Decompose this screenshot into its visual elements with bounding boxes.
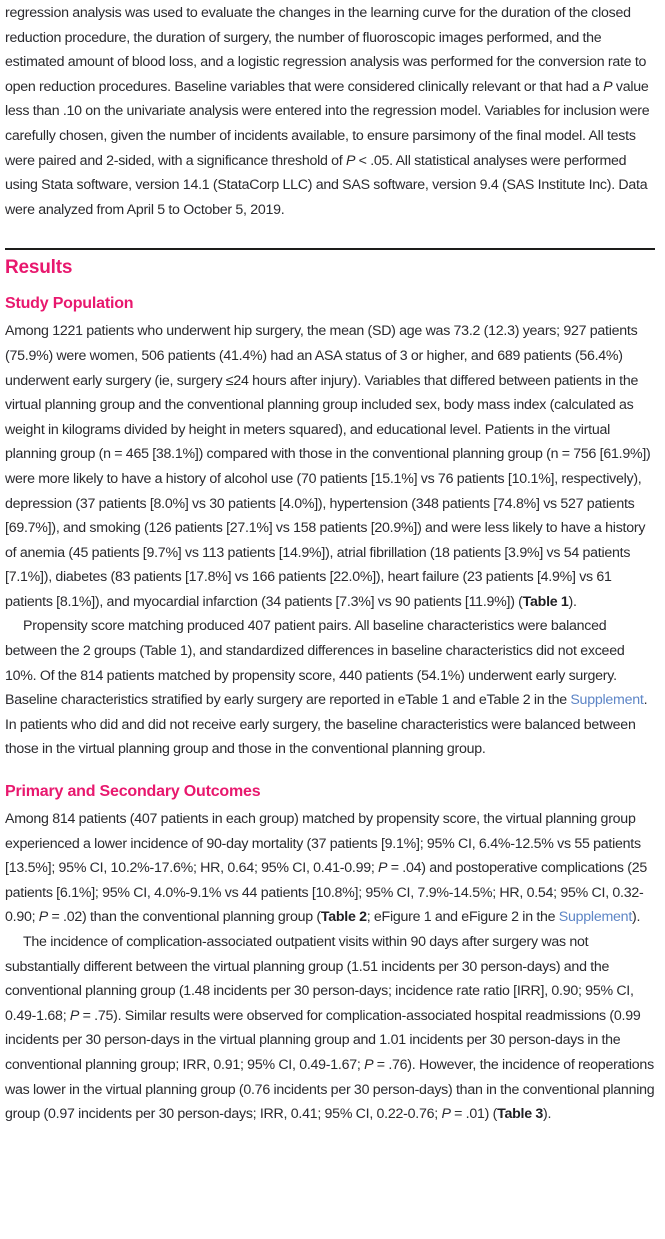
- text-run: = .02) than the conventional planning group (: [48, 909, 321, 926]
- supplement-link[interactable]: Supplement: [570, 692, 644, 709]
- study-population-heading: Study Population: [5, 295, 134, 313]
- text-run: Among 1221 patients who underwent hip surgery, the mean (SD) age was 73.2 (12.3) years; 927 patients (75.9%) were women, 506 patients (41.4%) had an ASA status of 3 or higher, and 689 patients (56.4%) underwent early surgery (ie, surgery ≤24 hours after injury). Variables that differed between patients in the virtual planning group and the conventional planning group included sex, body mass index (calculated as weight in kilograms divided by height in meters squared), and educational level. Patients in the virtual planning group (n = 465 [38.1%]) compared with those in the conventional planning group (n = 756 [61.9%]) were more likely to have a history of alcohol use (70 patients [15.1%] vs 76 patients [10.1%], respectively), depression (37 patients [8.0%] vs 30 patients [4.0%]), hypertension (348 patients [74.8%] vs 527 patients [69.7%]), and smoking (126 patients [27.1%] vs 158 patients [20.9%]) and were less likely to have a history of anemia (45 patients [9.7%] vs 113 patients [14.9%]), atrial fibrillation (18 patients [3.9%] vs 54 patients [7.1%]), diabetes (83 patients [17.8%] vs 166 patients [22.0%]), heart failure (23 patients [4.9%] vs 61 patients [8.1%]), and myocardial infarction (34 patients [7.3%] vs 90 patients [11.9%]) (: [5, 323, 651, 610]
- bold-text-run: Table 3: [497, 1106, 543, 1123]
- italic-text-run: P: [603, 78, 613, 95]
- text-run: regression analysis was used to evaluate the changes in the learning curve for the duration of the closed reduction procedure, the duration of surgery, the number of fluoroscopic images performed, and the estimated amount of blood loss, and a logistic regression analysis was performed for the conversion rate to open reduction procedures. Baseline variables that were considered clinically relevant or that had a: [5, 5, 647, 95]
- primary-outcomes-paragraph: [5, 807, 659, 930]
- text-run: . In patients who did and did not receive early surgery, the baseline characteristics were balanced between those in the virtual planning group and those in the conventional planning group.: [5, 692, 648, 758]
- text-run: Propensity score matching produced 407 patient pairs. All baseline characteristics were balanced between the 2 groups (Table 1), and standardized differences in baseline characteristics did not exceed 10%. Of the 814 patients matched by propensity score, 440 patients (54.1%) underwent early surgery. Baseline characteristics stratified by early surgery are reported in eTable 1 and eTable 2 in the: [5, 618, 625, 709]
- italic-text-run: P: [364, 1056, 374, 1073]
- incidence-outcomes-paragraph: [5, 930, 659, 1127]
- text-run: = .75). Similar results were observed for complication-associated hospital readmissions (0.99 incidents per 30 person-days in the virtual planning group and 1.01 incidents per 30 person-days in the conventional planning group; IRR, 0.91; 95% CI, 0.49-1.67;: [5, 1007, 641, 1073]
- text-run: The incidence of complication-associated outpatient visits within 90 days after surgery was not substantially different between the virtual planning group (1.51 incidents per 30 person-days) and the conventional planning group (1.48 incidents per 30 person-days; incidence rate ratio [IRR], 0.90; 95% CI, 0.49-1.68;: [5, 934, 634, 1024]
- text-run: ; eFigure 1 and eFigure 2 in the: [366, 909, 559, 926]
- text-run: value less than .10 on the univariate analysis were entered into the regression model. Variables for inclusion were carefully chosen, given the number of incidents available, to ensure parsimony of the final model. All tests were paired and 2-sided, with a significance threshold of: [5, 78, 650, 169]
- text-run: < .05. All statistical analyses were performed using Stata software, version 14.1 (StataCorp LLC) and SAS software, version 9.4 (SAS Institute Inc). Data were analyzed from April 5 to October 5, 2019.: [5, 152, 648, 218]
- statistical-analysis-paragraph: [5, 1, 659, 222]
- italic-text-run: P: [69, 1007, 80, 1024]
- text-run: ).: [568, 593, 577, 610]
- text-run: ).: [632, 909, 641, 926]
- italic-text-run: P: [345, 152, 356, 169]
- text-run: ).: [542, 1106, 552, 1123]
- study-population-paragraph: [5, 319, 659, 614]
- supplement-link[interactable]: Supplement: [558, 909, 633, 926]
- primary-secondary-outcomes-heading: Primary and Secondary Outcomes: [5, 783, 261, 801]
- text-run: = .76). However, the incidence of reoperations was lower in the virtual planning group (0.76 incidents per 30 person-days) than in the conventional planning group (0.97 incidents per 30 person-days; IRR, 0.41; 95% CI, 0.22-0.76;: [5, 1056, 655, 1123]
- italic-text-run: P: [38, 909, 49, 926]
- italic-text-run: P: [378, 860, 388, 877]
- propensity-matching-paragraph: [5, 614, 659, 762]
- bold-text-run: Table 2: [320, 909, 367, 926]
- results-heading: Results: [5, 257, 73, 279]
- text-run: = .04) and postoperative complications (25 patients [6.1%]; 95% CI, 4.0%-9.1% vs 44 patients [10.8%]; 95% CI, 7.9%-14.5%; HR, 0.54; 95% CI, 0.32-0.90;: [5, 860, 648, 926]
- text-run: Among 814 patients (407 patients in each group) matched by propensity score, the virtual planning group experienced a lower incidence of 90-day mortality (37 patients [9.1%]; 95% CI, 6.4%-12.5% vs 55 patients [13.5%]; 95% CI, 10.2%-17.6%; HR, 0.64; 95% CI, 0.41-0.99;: [5, 811, 641, 877]
- section-divider-rule: [5, 248, 655, 250]
- text-run: = .01) (: [450, 1106, 498, 1123]
- bold-text-run: Table 1: [522, 593, 569, 610]
- italic-text-run: P: [441, 1106, 451, 1123]
